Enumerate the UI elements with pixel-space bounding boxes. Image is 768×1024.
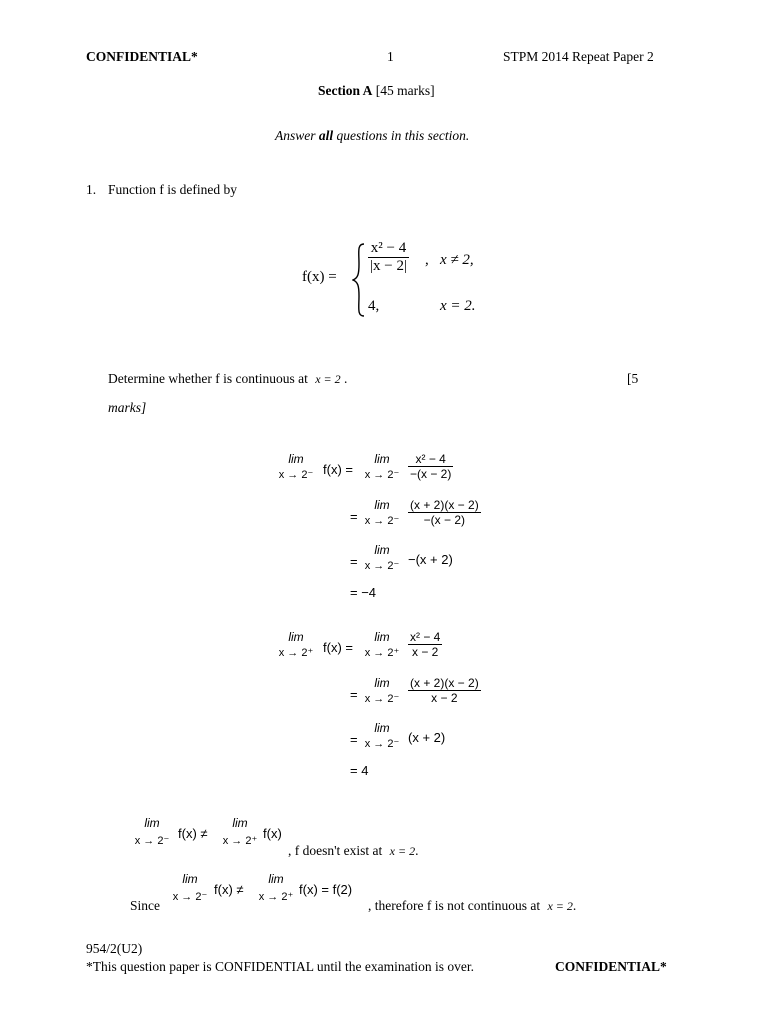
footer-code: 954/2(U2) <box>86 941 143 956</box>
page-number: 1 <box>387 49 394 64</box>
header-confidential: CONFIDENTIAL* <box>86 49 198 64</box>
piecewise-definition: f(x) = $\frac{\text{x² − 4}}{|x - 2|}$ , x ≠ 2, 4, x = 2. <box>302 240 502 322</box>
case2-value: 4, <box>368 298 380 314</box>
question-stem: Function f is defined by <box>108 182 237 197</box>
section-marks: [45 marks] <box>375 83 435 98</box>
left-lim-4: lim x → 2⁻ <box>364 543 400 572</box>
section-title <box>318 83 435 99</box>
footer-notice: *This question paper is CONFIDENTIAL until the examination is over. <box>86 959 474 974</box>
concl2-lim-left: lim x → 2⁻ <box>172 872 208 903</box>
concl2-since: Since <box>130 898 160 913</box>
instruction-all: all <box>318 128 334 143</box>
concl2-fx: f(x) = f(2) <box>299 882 353 897</box>
right-frac1: $\frac{\text{x² − 4}}{x - 2}$ <box>410 630 441 659</box>
instruction-pre: Answer <box>275 128 319 143</box>
right-lim-3: lim x → 2⁻ <box>364 676 400 705</box>
question-number: 1. <box>86 182 97 197</box>
right-lim-1: lim x → 2⁺ <box>278 630 314 659</box>
right-expr1: f(x) = <box>323 640 353 655</box>
header-paper-title: STPM 2014 Repeat Paper 2 <box>503 49 654 64</box>
concl1-lim-right: lim x → 2⁺ <box>222 816 258 847</box>
concl2-neq: f(x) ≠ <box>214 882 244 897</box>
concl1-neq: f(x) ≠ <box>178 826 208 841</box>
task-text: Determine whether f is continuous at <box>108 371 308 386</box>
task-point: x = 2 <box>315 372 341 386</box>
conclusion-line-2 <box>168 870 368 918</box>
case1-numerator: x² − 4 <box>368 240 409 258</box>
piecewise-lhs: f(x) = <box>302 269 337 285</box>
section-label: Section A <box>318 83 373 98</box>
right-expr3: (x + 2) <box>408 730 446 745</box>
marks-close: marks] <box>108 400 147 415</box>
concl1-fx: f(x) <box>263 826 282 841</box>
question-task: Determine whether f is continuous at x = 2 . <box>108 371 348 386</box>
right-lim-2: lim x → 2⁺ <box>364 630 400 659</box>
right-limit-working: lim x → 2⁺ f(x) = lim x → 2⁺ $\frac{\text{x² − 4}}{x - 2}$ = lim x → 2⁻ $\frac{(x + 2)(x - 2)}{x - 2}$ = lim x → 2⁻ (x + 2) = 4 <box>270 628 530 783</box>
case2-condition: x = 2. <box>440 298 476 314</box>
case1-fraction <box>368 240 409 275</box>
footer-confidential: CONFIDENTIAL* <box>555 959 667 974</box>
left-expr3: −(x + 2) <box>408 552 453 567</box>
right-result: = 4 <box>350 763 369 778</box>
concl2-text: , therefore f is not continuous at x = 2. <box>368 898 577 913</box>
case1-denominator: |x − 2| <box>370 258 407 274</box>
left-brace-icon <box>352 242 366 318</box>
left-limit-working: lim x → 2⁻ f(x) = lim x → 2⁻ $\frac{\text{x² − 4}}{-(x - 2)}$ = lim x → 2⁻ $\frac{(x + 2)(x - 2)}{-(x - 2)}$ = lim x → 2⁻ −(x + 2) = −4 <box>270 450 530 605</box>
concl1-text: , f doesn't exist at x = 2. <box>288 843 419 858</box>
concl2-lim-right: lim x → 2⁺ <box>258 872 294 903</box>
left-lim-1: lim x → 2⁻ <box>278 452 314 481</box>
left-frac2: $\frac{(x + 2)(x - 2)}{-(x - 2)}$ <box>410 498 479 527</box>
case1-condition: x ≠ 2, <box>440 252 474 268</box>
right-lim-4: lim x → 2⁻ <box>364 721 400 750</box>
left-expr1: f(x) = <box>323 462 353 477</box>
left-frac1: $\frac{\text{x² − 4}}{-(x - 2)}$ <box>410 452 452 481</box>
concl1-lim-left: lim x → 2⁻ <box>134 816 170 847</box>
left-lim-3: lim x → 2⁻ <box>364 498 400 527</box>
instruction-post: questions in this section. <box>333 128 470 143</box>
left-lim-2: lim x → 2⁻ <box>364 452 400 481</box>
section-instruction <box>275 128 469 144</box>
right-frac2: $\frac{(x + 2)(x - 2)}{x - 2}$ <box>410 676 479 705</box>
marks-open: [5 <box>627 371 639 386</box>
left-result: = −4 <box>350 585 377 600</box>
